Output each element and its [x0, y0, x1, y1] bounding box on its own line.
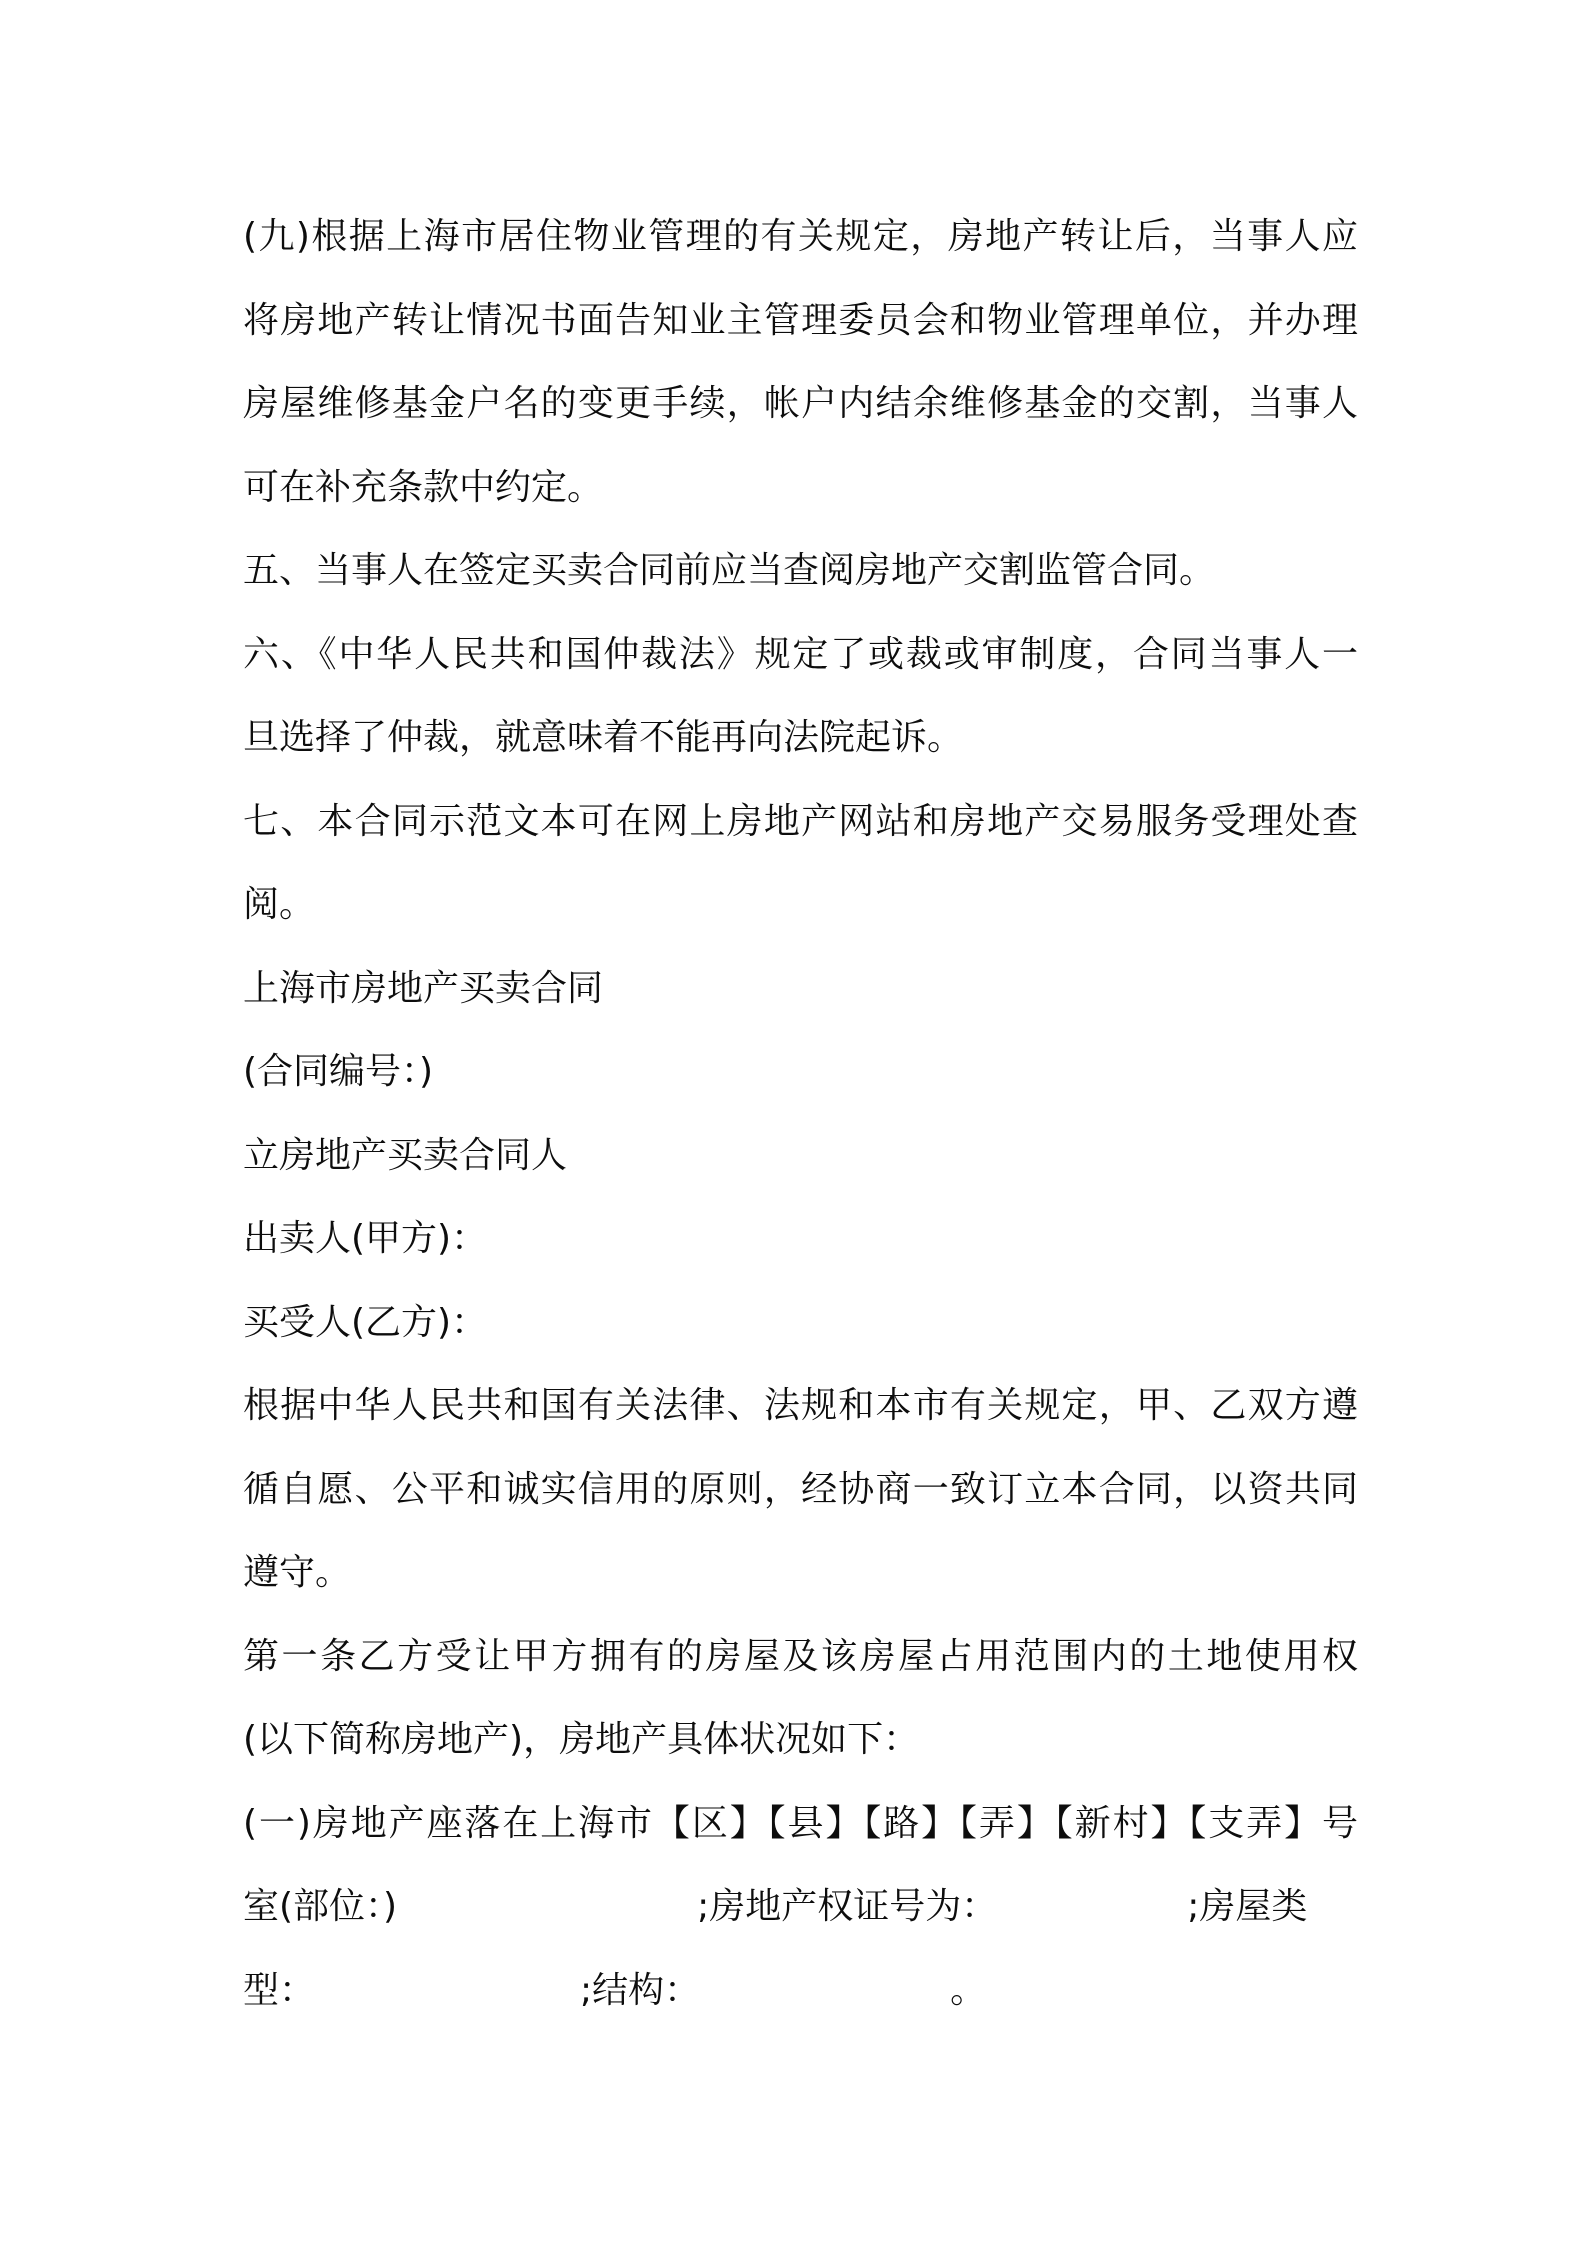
text-line: 遵守。 — [243, 1552, 352, 1593]
text-line: 第一条乙方受让甲方拥有的房屋及该房屋占用范围内的土地使用权 — [243, 1635, 1358, 1677]
text-line: (九)根据上海市居住物业管理的有关规定，房地产转让后，当事人应 — [243, 216, 1358, 257]
text-line: 五、当事人在签定买卖合同前应当查阅房地产交割监管合同。 — [243, 550, 1216, 591]
text-line: 将房地产转让情况书面告知业主管理委员会和物业管理单位，并办理 — [243, 299, 1358, 341]
text-line: 旦选择了仲裁，就意味着不能再向法院起诉。 — [243, 717, 964, 758]
structure-label: ;结构： — [580, 1969, 701, 2011]
property-form-line-2 — [243, 1949, 1358, 2033]
text-line: 循自愿、公平和诚实信用的原则，经协商一致订立本合同，以资共同 — [243, 1468, 1358, 1510]
house-type-label: ;房屋类 — [1187, 1886, 1308, 1927]
contract-parties-heading: 立房地产买卖合同人 — [243, 1134, 568, 1176]
text-line: (一)房地产座落在上海市【区】【县】【路】【弄】【新村】【支弄】号 — [243, 1802, 1358, 1844]
certificate-label: ;房地产权证号为： — [697, 1886, 998, 1927]
text-line: 房屋维修基金户名的变更手续，帐户内结余维修基金的交割，当事人 — [243, 383, 1358, 424]
text-line: 阅。 — [243, 884, 316, 925]
room-label: 室(部位：) — [243, 1886, 398, 1927]
document-body — [243, 195, 1358, 2032]
property-form-line-1 — [243, 1865, 1358, 1949]
text-line: 根据中华人民共和国有关法律、法规和本市有关规定，甲、乙双方遵 — [243, 1385, 1358, 1426]
text-line: 可在补充条款中约定。 — [243, 466, 604, 508]
text-line: (以下简称房地产)，房地产具体状况如下： — [243, 1719, 920, 1760]
text-line: 六、《中华人民共和国仲裁法》规定了或裁或审制度，合同当事人一 — [243, 633, 1358, 675]
buyer-line: 买受人(乙方)： — [243, 1301, 488, 1343]
text-line: 七、本合同示范文本可在网上房地产网站和房地产交易服务受理处查 — [243, 800, 1358, 842]
seller-line: 出卖人(甲方)： — [243, 1218, 488, 1259]
contract-number-line: (合同编号：) — [243, 1051, 434, 1092]
contract-title: 上海市房地产买卖合同 — [243, 967, 604, 1009]
end-mark: 。 — [950, 1969, 987, 2011]
house-type-label-cont: 型： — [243, 1969, 316, 2011]
